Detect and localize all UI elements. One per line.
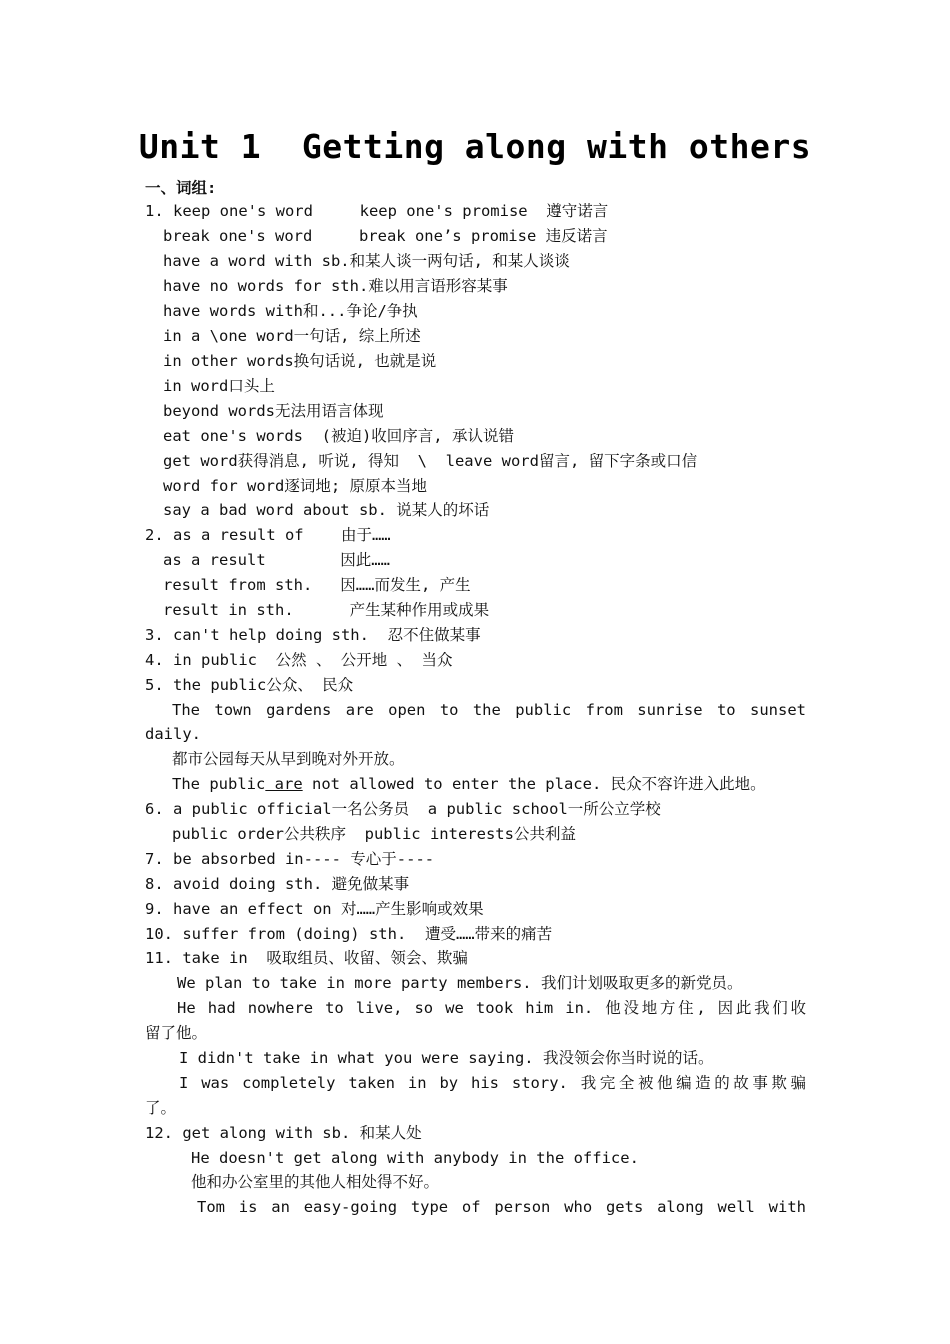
example-part: The public (172, 775, 266, 793)
phrase-line: 11. take in 吸取组员、收留、领会、欺骗 (145, 949, 468, 967)
phrase-line: 3. can't help doing sth. 忍不住做某事 (145, 626, 481, 644)
phrase-line: break one's word break one’s promise 违反诺言 (163, 227, 608, 245)
example-sentence: Tom is an easy-going type of person who gets along well with (197, 1198, 806, 1216)
example-translation: 他和办公室里的其他人相处得不好。 (191, 1173, 440, 1191)
phrase-line: 1. keep one's word keep one's promise 遵守诺言 (145, 202, 609, 220)
phrase-line: in a \one word一句话, 综上所述 (163, 327, 421, 345)
example-translation: 都市公园每天从早到晚对外开放。 (172, 750, 405, 768)
example-sentence: He had nowhere to live, so we took him in. 他没地方住, 因此我们收 (177, 999, 806, 1017)
example-sentence: The town gardens are open to the public from sunrise to sunset (172, 701, 806, 719)
phrase-line: say a bad word about sb. 说某人的坏话 (163, 501, 490, 519)
page-title: Unit 1 Getting along with others (138, 127, 812, 166)
phrase-line: have no words for sth.难以用言语形容某事 (163, 277, 508, 295)
phrase-line: public order公共秩序 public interests公共利益 (172, 825, 576, 843)
underlined-word: are (265, 775, 303, 793)
phrase-line: 5. the public公众、 民众 (145, 676, 354, 694)
example-sentence: We plan to take in more party members. 我们计划吸取更多的新党员。 (177, 974, 743, 992)
phrase-line: 6. a public official一名公务员 a public school一所公立学校 (145, 800, 661, 818)
phrase-line: 9. have an effect on 对……产生影响或效果 (145, 900, 484, 918)
phrase-line: in other words换句话说, 也就是说 (163, 352, 437, 370)
section-heading: 一、词组: (145, 179, 217, 197)
phrase-line: have words with和...争论/争执 (163, 302, 418, 320)
phrase-line: get word获得消息, 听说, 得知 \ leave word留言, 留下字条或口信 (163, 452, 698, 470)
phrase-line: 10. suffer from (doing) sth. 遭受……带来的痛苦 (145, 925, 553, 943)
example-sentence: 了。 (145, 1099, 177, 1117)
phrase-line: 4. in public 公然 、 公开地 、 当众 (145, 651, 453, 669)
phrase-line: word for word逐词地; 原原本当地 (163, 477, 427, 495)
example-sentence: daily. (145, 725, 201, 743)
phrase-line: beyond words无法用语言体现 (163, 402, 384, 420)
phrase-line: in word口头上 (163, 377, 275, 395)
example-sentence (172, 774, 766, 794)
phrase-line: result in sth. 产生某种作用或成果 (163, 601, 490, 619)
phrase-line: result from sth. 因……而发生, 产生 (163, 576, 471, 594)
phrase-line: as a result 因此…… (163, 551, 390, 569)
example-sentence: He doesn't get along with anybody in the office. (191, 1149, 639, 1167)
phrase-line: eat one's words (被迫)收回序言, 承认说错 (163, 427, 514, 445)
phrase-line: have a word with sb.和某人谈一两句话, 和某人谈谈 (163, 252, 570, 270)
example-part: not allowed to enter the place. 民众不容许进入此地。 (302, 775, 766, 793)
phrase-line: 7. be absorbed in---- 专心于---- (145, 850, 435, 868)
example-sentence: I didn't take in what you were saying. 我没领会你当时说的话。 (179, 1049, 714, 1067)
example-sentence: I was completely taken in by his story. 我完全被他编造的故事欺骗 (179, 1074, 806, 1092)
phrase-line: 8. avoid doing sth. 避免做某事 (145, 875, 410, 893)
phrase-line: 2. as a result of 由于…… (145, 526, 391, 544)
example-sentence: 留了他。 (145, 1024, 208, 1042)
phrase-line: 12. get along with sb. 和某人处 (145, 1124, 422, 1142)
